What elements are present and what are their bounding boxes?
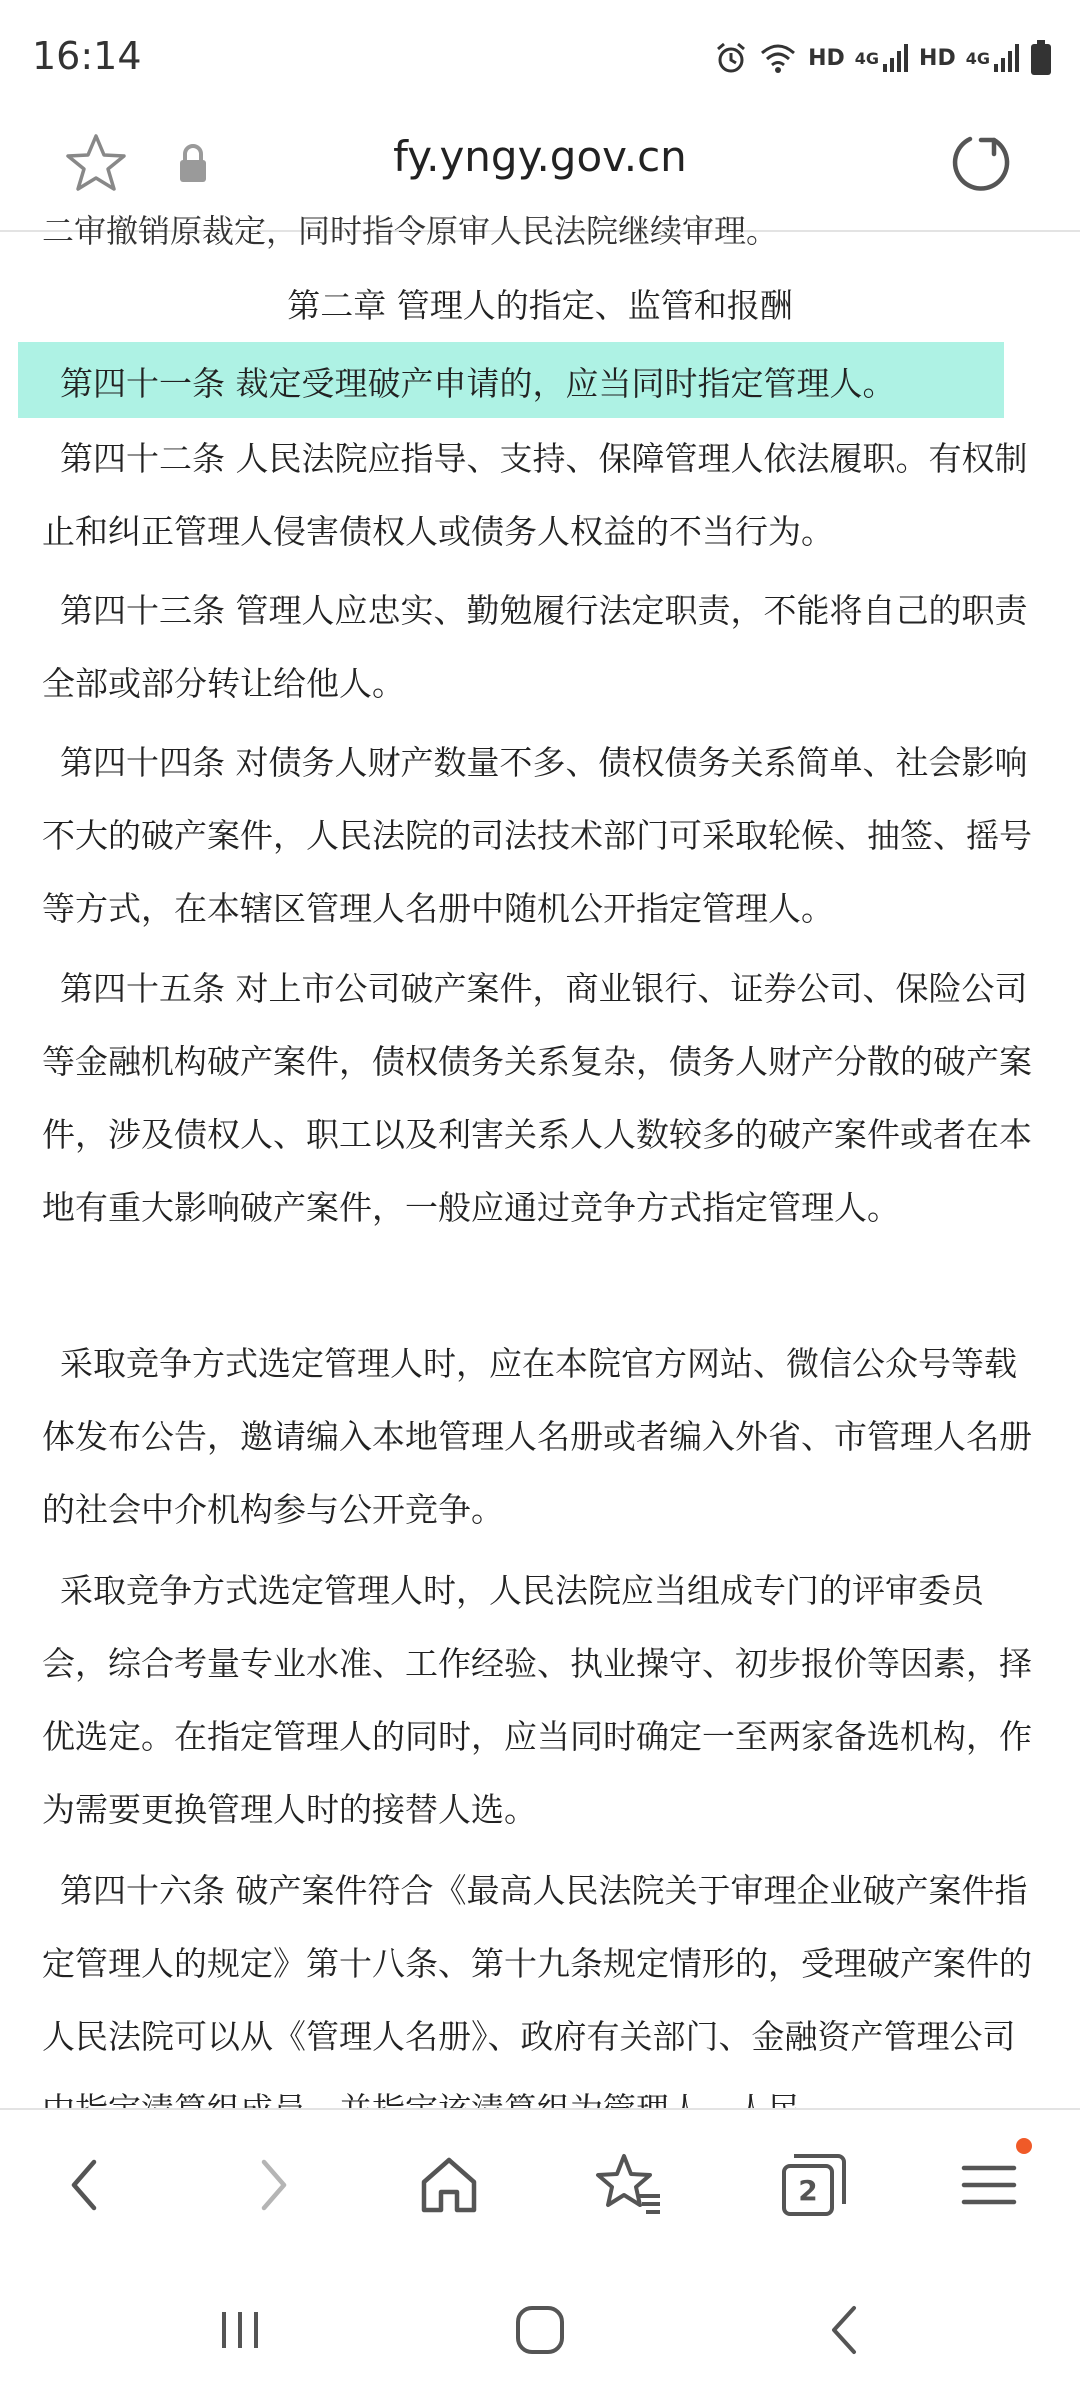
article-paragraph: 第四十三条 管理人应忠实、勤勉履行法定职责，不能将自己的职责全部或部分转让给他人。 [42, 591, 1028, 703]
signal-icon [881, 42, 909, 74]
network-label-1: HD [808, 45, 845, 71]
tab-count: 2 [798, 2174, 818, 2207]
article-paragraph: 采取竞争方式选定管理人时，应在本院官方网站、微信公众号等载体发布公告，邀请编入本地管理人名册或者编入外省、市管理人名册的社会中介机构参与公开竞争。 [42, 1344, 1032, 1529]
menu-icon[interactable] [954, 2150, 1024, 2220]
status-icons [714, 40, 1052, 76]
highlighted-article [18, 342, 1004, 418]
battery-icon [1030, 40, 1052, 76]
notification-dot [1016, 2138, 1032, 2154]
bookmarks-icon[interactable] [594, 2150, 664, 2220]
url-text[interactable]: fy.yngy.gov.cn [393, 132, 687, 181]
home-icon[interactable] [414, 2150, 484, 2220]
system-nav-bar [0, 2258, 1080, 2400]
network-label-2: HD [919, 45, 956, 71]
status-time: 16:14 [32, 34, 142, 78]
signal-label-1: 4G [854, 48, 880, 68]
article-paragraph: 第四十二条 人民法院应指导、支持、保障管理人依法履职。有权制止和纠正管理人侵害债权人或债务人权益的不当行为。 [42, 439, 1028, 551]
wifi-icon [758, 41, 798, 75]
forward-icon[interactable] [236, 2150, 306, 2220]
page-content [0, 212, 1080, 2107]
reload-icon[interactable] [948, 130, 1012, 194]
status-bar [0, 0, 1080, 120]
highlighted-article-text: 第四十一条 裁定受理破产申请的，应当同时指定管理人。 [60, 364, 896, 403]
tabs-button[interactable] [776, 2148, 850, 2222]
signal-icon [992, 42, 1020, 74]
article-paragraph: 第四十六条 破产案件符合《最高人民法院关于审理企业破产案件指定管理人的规定》第十八条、第十九条规定情形的，受理破产案件的人民法院可以从《管理人名册》、政府有关部门、金融资产管理公司 [42, 1871, 1032, 2056]
browser-bottom-nav [0, 2108, 1080, 2260]
recent-apps-icon[interactable] [210, 2300, 270, 2360]
home-button-icon[interactable] [510, 2300, 570, 2360]
alarm-icon [714, 41, 748, 75]
system-back-icon[interactable] [816, 2300, 876, 2360]
article-paragraph: 采取竞争方式选定管理人时，人民法院应当组成专门的评审委员会，综合考量专业水准、工作经验、执业操守、初步报价等因素，择优选定。在指定管理人的同时，应当同时确定一至两家备选机构，作为需要更换管理人时的接替人选。 [42, 1571, 1032, 1829]
back-icon[interactable] [52, 2150, 122, 2220]
cut-off-text: 二审撤销原裁定，同时指令原审人民法院继续审理。 [42, 212, 779, 250]
article-paragraph: 第四十四条 对债务人财产数量不多、债权债务关系简单、社会影响不大的破产案件，人民法院的司法技术部门可采取轮候、抽签、摇号等方式，在本辖区管理人名册中随机公开指定管理人。 [42, 743, 1032, 928]
chapter-title: 第二章 管理人的指定、监管和报酬 [287, 286, 793, 325]
signal-label-2: 4G [965, 48, 990, 68]
article-paragraph: 第四十五条 对上市公司破产案件，商业银行、证券公司、保险公司等金融机构破产案件，债权债务关系复杂，债务人财产分散的破产案件，涉及债权人、职工以及利害关系人人数较多的破产案件或者在本地有重大影响破产案件，一般应通过竞争方式指定管理人。 [42, 969, 1032, 1227]
